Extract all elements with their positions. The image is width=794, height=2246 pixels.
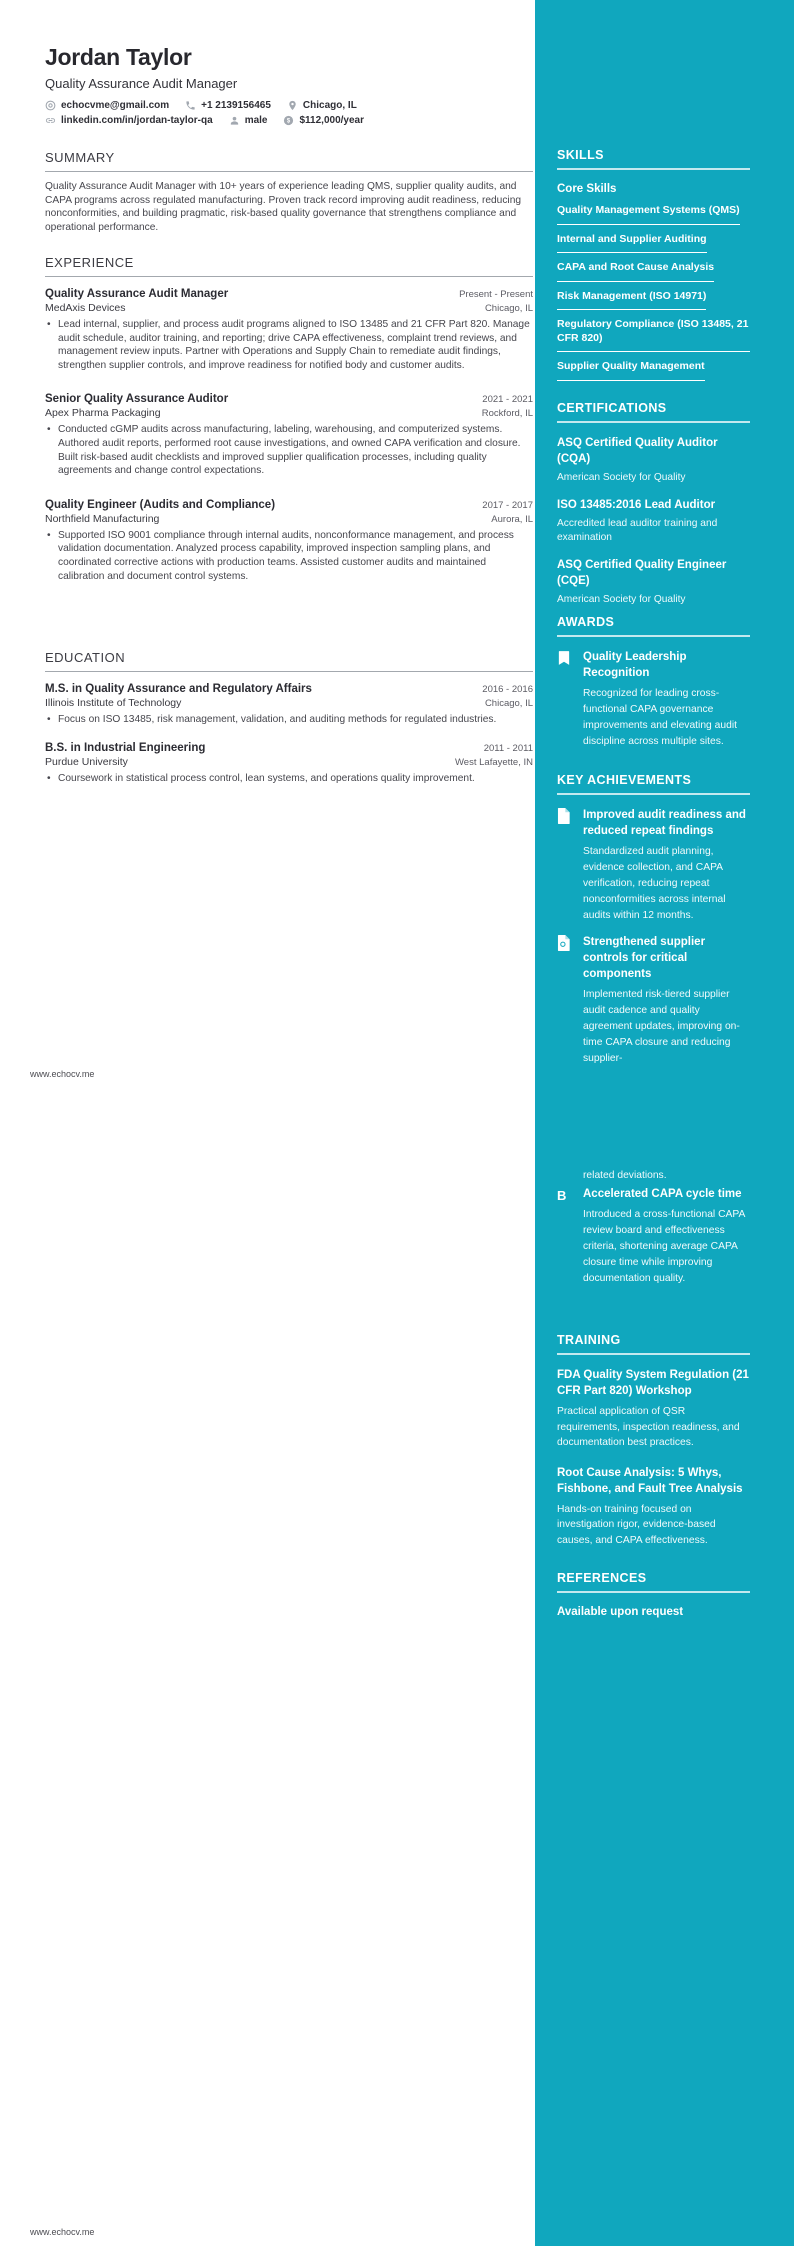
achievement-description: Introduced a cross-functional CAPA review board and effectiveness criteria, shortening average CAPA closure time while improving documentation quality.	[583, 1209, 745, 1284]
skill-item: Supplier Quality Management	[557, 360, 705, 381]
job-bullet: • Lead internal, supplier, and process audit programs aligned to ISO 13485 and 21 CFR Part 820. Manage audit schedule, auditor training, and reporting; drive CAPA effectiveness, complaint trend reviews, and management review inputs. Partner with Operations and Supply Chain to remediate audit findings, strengthen supplier controls, and improve readiness for notified body and customer audits.	[45, 318, 533, 372]
salary-value: $112,000/year	[299, 115, 364, 126]
education-entry	[45, 741, 533, 786]
skill-item: Internal and Supplier Auditing	[557, 233, 707, 254]
key-achievements-section	[557, 772, 750, 1077]
education-bullet: • Focus on ISO 13485, risk management, validation, and auditing methods for regulated industries.	[45, 713, 533, 727]
phone-contact	[185, 100, 271, 111]
education-section	[45, 650, 533, 785]
school-name: Illinois Institute of Technology	[45, 697, 182, 709]
section-divider	[557, 635, 750, 637]
references-text: Available upon request	[557, 1606, 684, 1618]
linkedin-contact[interactable]	[45, 115, 213, 126]
person-icon	[229, 115, 240, 126]
achievement-item	[557, 807, 750, 924]
job-dates: Present - Present	[459, 289, 533, 300]
skills-section	[557, 147, 750, 389]
education-entry	[45, 682, 533, 727]
achievement-title: Accelerated CAPA cycle time	[583, 1188, 742, 1200]
achievement-item	[557, 1186, 750, 1297]
person-name: Jordan Taylor	[45, 44, 192, 70]
link-icon	[45, 115, 56, 126]
certification-title: ASQ Certified Quality Engineer (CQE)	[557, 559, 727, 587]
training-section	[557, 1332, 750, 1562]
phone-value: +1 2139156465	[201, 100, 271, 111]
section-divider	[557, 793, 750, 795]
training-title: FDA Quality System Regulation (21 CFR Part 820) Workshop	[557, 1369, 749, 1397]
linkedin-value: linkedin.com/in/jordan-taylor-qa	[61, 115, 213, 126]
achievement-title: Improved audit readiness and reduced repeat findings	[583, 809, 746, 837]
letter-b-icon: B	[557, 1188, 567, 1203]
gender-contact	[229, 115, 268, 126]
achievement-description: Standardized audit planning, evidence collection, and CAPA verification, reducing repeat nonconformities across internal audits within 12 months.	[583, 846, 726, 921]
award-description: Recognized for leading cross-functional CAPA governance improvements and elevating audit discipline across multiple sites.	[583, 688, 737, 747]
summary-text: Quality Assurance Audit Manager with 10+ years of experience leading QMS, supplier quality audits, and CAPA programs across regulated manufacturing. Proven track record improving audit readiness, reducing nonconformities, and building pragmatic, risk-based quality governance that strengthens compliance and operational performance.	[45, 181, 522, 233]
job-dates: 2017 - 2017	[482, 499, 533, 511]
certification-item	[557, 557, 750, 607]
degree-title: M.S. in Quality Assurance and Regulatory Affairs	[45, 683, 312, 695]
education-bullet: • Coursework in statistical process control, lean systems, and operations quality improvement.	[45, 772, 533, 786]
experience-section	[45, 255, 533, 583]
achievement-item	[557, 934, 750, 1067]
certification-title: ISO 13485:2016 Lead Auditor	[557, 499, 716, 511]
job-bullet: • Supported ISO 9001 compliance through internal audits, nonconformance management, and process validation documentation. Analyzed process capability, improved inspection sampling plans, and coordinated corrective actions with production teams. Assisted customer audits and maintained calibration and document control systems.	[45, 529, 533, 583]
job-company: Northfield Manufacturing	[45, 512, 160, 525]
certification-item	[557, 435, 750, 485]
certification-subtitle: American Society for Quality	[557, 472, 686, 483]
salary-icon	[283, 115, 294, 126]
experience-heading: EXPERIENCE	[45, 255, 134, 270]
training-heading: TRAINING	[557, 1333, 621, 1347]
gender-value: male	[244, 115, 268, 126]
email-icon	[45, 100, 56, 111]
references-section	[557, 1570, 750, 1620]
salary-contact	[283, 115, 364, 126]
job-entry	[45, 287, 533, 372]
resume-header	[45, 44, 533, 126]
location-contact	[287, 100, 357, 111]
achievement-title: Strengthened supplier controls for critical components	[583, 936, 706, 980]
job-location: Rockford, IL	[481, 408, 533, 420]
skills-heading: SKILLS	[557, 148, 604, 162]
school-location: West Lafayette, IN	[455, 756, 533, 768]
training-description: Practical application of QSR requirements, inspection readiness, and documentation best practices.	[557, 1406, 740, 1448]
file-icon	[557, 934, 575, 1067]
footer-url[interactable]: www.echocv.me	[30, 1069, 95, 1079]
skills-group-label: Core Skills	[557, 183, 617, 195]
certification-item	[557, 497, 750, 545]
skill-item: Regulatory Compliance (ISO 13485, 21 CFR 820)	[557, 318, 750, 352]
degree-dates: 2011 - 2011	[483, 742, 533, 754]
job-title: Senior Quality Assurance Auditor	[45, 393, 229, 406]
phone-icon	[185, 100, 196, 111]
references-heading: REFERENCES	[557, 1571, 647, 1585]
key-achievements-heading: KEY ACHIEVEMENTS	[557, 773, 692, 787]
school-location: Chicago, IL	[484, 698, 533, 709]
certification-title: ASQ Certified Quality Auditor (CQA)	[557, 437, 718, 465]
certification-subtitle: American Society for Quality	[557, 594, 686, 605]
file-icon	[557, 807, 575, 924]
award-item	[557, 649, 750, 750]
job-company: MedAxis Devices	[45, 302, 126, 314]
job-title: Quality Assurance Audit Manager	[45, 288, 229, 300]
svg-text:$: $	[287, 118, 291, 125]
footer-url[interactable]: www.echocv.me	[30, 2227, 95, 2237]
training-title: Root Cause Analysis: 5 Whys, Fishbone, and Fault Tree Analysis	[557, 1466, 743, 1495]
job-dates: 2021 - 2021	[482, 394, 533, 406]
education-heading: EDUCATION	[45, 650, 126, 665]
sidebar	[535, 0, 794, 2246]
training-description: Hands-on training focused on investigation rigor, evidence-based causes, and CAPA effectiveness.	[557, 1503, 716, 1546]
section-divider	[45, 671, 533, 672]
job-bullet: • Conducted cGMP audits across manufacturing, labeling, warehousing, and computerized systems. Authored audit reports, performed root cause investigations, and owned CAPA verification and closure. Built risk-based audit checklists and improved supplier qualification processes, including quality agreements and change control expectations.	[45, 423, 533, 477]
section-divider	[557, 1353, 750, 1355]
achievement-description: Implemented risk-tiered supplier audit cadence and quality agreement updates, improving on-time CAPA closure and reducing supplier-	[583, 989, 740, 1064]
school-name: Purdue University	[45, 755, 128, 768]
location-pin-icon	[287, 100, 298, 111]
job-title: Quality Engineer (Audits and Compliance)	[45, 498, 276, 511]
degree-dates: 2016 - 2016	[482, 684, 533, 695]
person-title: Quality Assurance Audit Manager	[45, 76, 238, 91]
awards-section	[557, 614, 750, 760]
section-divider	[557, 1591, 750, 1593]
achievement-description-continued: related deviations.	[583, 1170, 667, 1181]
section-divider	[45, 171, 533, 172]
awards-heading: AWARDS	[557, 615, 615, 629]
skill-item: Risk Management (ISO 14971)	[557, 290, 706, 311]
email-value: echocvme@gmail.com	[61, 100, 170, 111]
certifications-heading: CERTIFICATIONS	[557, 401, 667, 415]
training-item	[557, 1367, 750, 1451]
training-item	[557, 1465, 750, 1549]
section-divider	[557, 168, 750, 170]
certifications-section	[557, 400, 750, 619]
degree-title: B.S. in Industrial Engineering	[45, 741, 206, 754]
certification-subtitle: Accredited lead auditor training and examination	[557, 518, 718, 543]
job-entry	[45, 392, 533, 477]
job-location: Aurora, IL	[491, 513, 533, 525]
job-company: Apex Pharma Packaging	[45, 407, 161, 420]
section-divider	[557, 421, 750, 423]
section-divider	[45, 276, 533, 277]
job-location: Chicago, IL	[484, 303, 533, 314]
location-value: Chicago, IL	[302, 100, 357, 111]
contact-info	[45, 100, 533, 126]
summary-section	[45, 150, 533, 234]
email-contact[interactable]	[45, 100, 169, 111]
bookmark-icon	[557, 649, 575, 750]
summary-heading: SUMMARY	[45, 150, 115, 165]
skill-item: Quality Management Systems (QMS)	[557, 204, 740, 225]
job-entry	[45, 498, 533, 583]
skill-item: CAPA and Root Cause Analysis	[557, 261, 714, 282]
award-title: Quality Leadership Recognition	[583, 651, 687, 679]
